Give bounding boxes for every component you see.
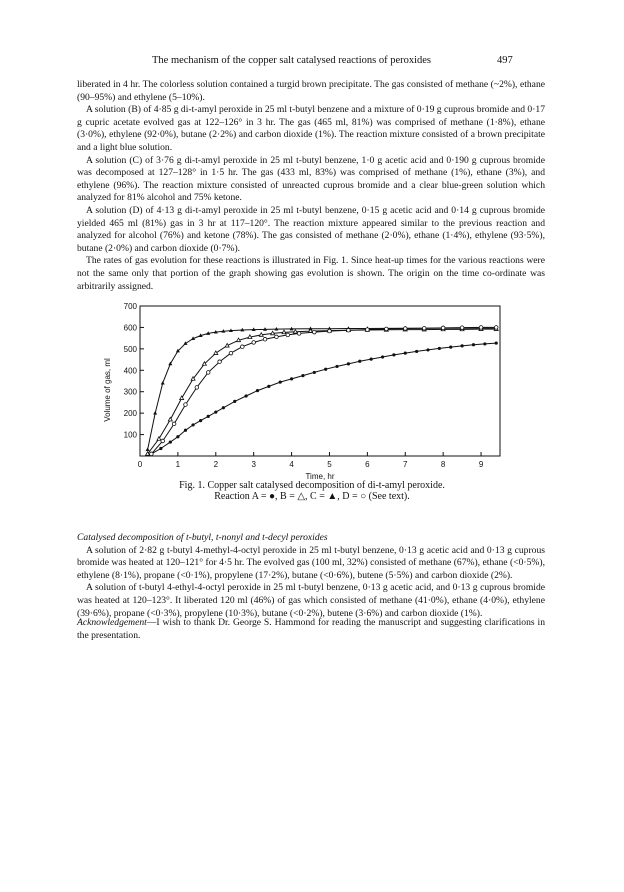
data-point-D bbox=[275, 335, 279, 339]
data-point-D bbox=[347, 328, 351, 332]
x-tick-label: 7 bbox=[403, 460, 408, 469]
data-point-A bbox=[358, 360, 361, 363]
data-point-D bbox=[297, 332, 301, 336]
data-point-A bbox=[472, 343, 475, 346]
data-point-A bbox=[461, 344, 464, 347]
data-point-A bbox=[290, 377, 293, 380]
data-point-D bbox=[460, 326, 464, 330]
data-point-A bbox=[222, 406, 225, 409]
data-point-A bbox=[207, 415, 210, 418]
x-tick-label: 5 bbox=[327, 460, 332, 469]
data-point-D bbox=[184, 403, 188, 407]
x-tick-label: 2 bbox=[213, 460, 219, 469]
data-point-A bbox=[426, 348, 429, 351]
y-tick-label: 400 bbox=[123, 366, 137, 376]
paragraph: A solution (D) of 4·13 g di-t-amyl peroxide in 25 ml t-butyl benzene, 0·15 g acetic acid and 0·14 g cuprous bromide yielded 465 ml (81%) gas in 3 hr at 117–120°. The reaction mixture appeared similar to the previous reaction and analyzed for alcohol (76%) and ketone (78%). The gas consisted of methane (2·0%), ethane (1·4%), ethylene (93·5%), butane (2·0%) and carbon dioxide (0·7%). bbox=[77, 204, 545, 254]
body-text-top bbox=[77, 79, 545, 293]
page-number: 497 bbox=[497, 55, 513, 66]
y-tick-label: 500 bbox=[123, 344, 137, 354]
data-point-C bbox=[146, 447, 150, 451]
x-tick-label: 1 bbox=[175, 460, 181, 469]
data-point-D bbox=[195, 386, 199, 390]
data-point-A bbox=[438, 347, 441, 350]
data-point-A bbox=[301, 374, 304, 377]
data-point-D bbox=[241, 345, 245, 349]
data-point-B bbox=[237, 338, 241, 342]
data-point-A bbox=[176, 435, 179, 438]
data-point-A bbox=[233, 400, 236, 403]
acknowledgement-text: —I wish to thank Dr. George S. Hammond for reading the manuscript and suggesting clarifications in the presentation. bbox=[77, 617, 545, 641]
data-point-D bbox=[385, 327, 389, 331]
x-tick-label: 8 bbox=[440, 460, 446, 469]
figure-1-chart bbox=[100, 300, 520, 480]
data-point-D bbox=[494, 326, 498, 330]
data-point-D bbox=[328, 329, 332, 333]
y-tick-label: 700 bbox=[123, 302, 137, 311]
acknowledgement bbox=[77, 617, 545, 642]
data-point-A bbox=[381, 355, 384, 358]
y-tick-label: 300 bbox=[123, 387, 137, 397]
paragraph: A solution (B) of 4·85 g di-t-amyl peroxide in 25 ml t-butyl benzene and a mixture of 0·19 g cuprous bromide and 0·17 g cupric acetate evolved gas at 122–126° in 3 hr. The gas (465 ml, 81%) was comprised of methane (1·8%), ethane (3·0%), ethylene (92·0%), butane (2·2%) and carbon dioxide (1%). The reaction mixture consisted of a brown precipitate and a light blue solution. bbox=[77, 104, 545, 153]
paragraph: A solution of t-butyl 4-ethyl-4-octyl peroxide in 25 ml t-butyl benzene, 0·13 g acetic acid, and 0·13 g cuprous bromide was heated at 120–123°. It liberated 120 ml (46%) of gas which consisted of methane (41·0%), ethane (4·0%), ethylene (39·6%), propane (<0·3%), propylene (10·3%), butane (<0·2%), butene (3·6%) and carbon dioxide (1%). bbox=[77, 582, 545, 619]
data-point-B bbox=[282, 330, 286, 334]
data-point-A bbox=[159, 447, 162, 450]
data-point-B bbox=[293, 330, 297, 334]
data-point-A bbox=[267, 385, 270, 388]
data-point-A bbox=[279, 380, 282, 383]
data-point-A bbox=[495, 341, 498, 344]
x-tick-label: 4 bbox=[289, 460, 294, 469]
data-point-D bbox=[150, 452, 154, 456]
data-point-D bbox=[479, 326, 483, 330]
data-point-D bbox=[403, 327, 407, 331]
paragraph: A solution (C) of 3·76 g di-t-amyl peroxide in 25 ml t-butyl benzene, 1·0 g acetic acid and 0·190 g cuprous bromide was decomposed at 127–128° in 1·5 hr. The gas (433 ml, 83%) was comprised of methane (1%), ethane (3%), and ethylene (96%). The reaction mixture consisted of unreacted cuprous bromide and a clear blue-green solution which analyzed for 81% alcohol and 75% ketone. bbox=[77, 154, 545, 204]
data-point-C bbox=[153, 411, 157, 415]
data-point-A bbox=[169, 440, 172, 443]
data-point-B bbox=[248, 335, 252, 339]
caption-line-2: Reaction A = ●, B = △, C = ▲, D = ○ (See text). bbox=[214, 491, 410, 502]
data-point-D bbox=[229, 351, 233, 355]
data-point-D bbox=[206, 371, 210, 375]
paragraph: liberated in 4 hr. The colorless solution contained a turgid brown precipitate. The gas consisted of methane (~2%), ethane (90–95%) and ethylene (5–10%). bbox=[77, 79, 545, 103]
acknowledgement-label: Acknowledgement bbox=[77, 617, 147, 628]
y-tick-label: 200 bbox=[123, 409, 137, 419]
caption-line-1: Fig. 1. Copper salt catalysed decomposition of di-t-amyl peroxide. bbox=[179, 480, 445, 491]
data-point-D bbox=[286, 333, 290, 337]
data-point-D bbox=[366, 328, 370, 332]
y-axis-label: Volume of gas, ml bbox=[103, 358, 112, 422]
figure-caption bbox=[0, 480, 624, 502]
data-point-B bbox=[214, 351, 218, 355]
data-point-A bbox=[313, 371, 316, 374]
data-point-C bbox=[161, 381, 165, 385]
data-point-A bbox=[191, 423, 194, 426]
data-point-D bbox=[313, 330, 317, 334]
data-point-A bbox=[370, 358, 373, 361]
data-point-D bbox=[172, 422, 176, 426]
data-point-D bbox=[161, 439, 165, 443]
data-point-A bbox=[199, 419, 202, 422]
data-point-A bbox=[324, 368, 327, 371]
data-point-A bbox=[404, 352, 407, 355]
data-point-D bbox=[218, 360, 222, 364]
data-point-D bbox=[252, 341, 256, 345]
y-tick-label: 600 bbox=[123, 323, 137, 333]
series-line-D bbox=[151, 327, 496, 454]
x-tick-label: 9 bbox=[478, 460, 484, 469]
data-point-A bbox=[335, 365, 338, 368]
data-point-A bbox=[184, 429, 187, 432]
x-tick-label: 3 bbox=[251, 460, 256, 469]
data-point-A bbox=[449, 346, 452, 349]
data-point-A bbox=[392, 353, 395, 356]
paragraph: The rates of gas evolution for these reactions is illustrated in Fig. 1. Since heat-up times for the various reactions were not the same only that portion of the graph showing gas evolution is shown. The origin on the time co-ordinate was arbitrarily assigned. bbox=[77, 255, 545, 292]
data-point-A bbox=[415, 350, 418, 353]
data-point-D bbox=[441, 326, 445, 330]
series-line-A bbox=[151, 343, 496, 454]
data-point-A bbox=[347, 362, 350, 365]
data-point-A bbox=[483, 342, 486, 345]
data-point-A bbox=[245, 394, 248, 397]
data-point-A bbox=[256, 389, 259, 392]
x-tick-label: 0 bbox=[137, 460, 143, 469]
paragraph: A solution of 2·82 g t-butyl 4-methyl-4-octyl peroxide in 25 ml t-butyl benzene, 0·13 g acetic acid and 0·13 g cuprous bromide was heated at 120–121° for 4·5 hr. The evolved gas (100 ml, 32%) consisted of methane (67%), ethane (<0·5%), ethylene (8·1%), propane (<0·1%), propylene (17·2%), butane (<0·6%), butene (5·5%) and carbon dioxide (2%). bbox=[77, 544, 545, 581]
x-axis-label: Time, hr bbox=[305, 472, 335, 480]
body-text-middle bbox=[77, 532, 545, 620]
data-point-A bbox=[214, 410, 217, 413]
series-line-C bbox=[148, 328, 497, 450]
y-tick-label: 100 bbox=[123, 430, 137, 440]
running-title: The mechanism of the copper salt catalysed reactions of peroxides bbox=[152, 55, 432, 66]
data-point-B bbox=[225, 343, 229, 347]
data-point-D bbox=[422, 326, 426, 330]
x-tick-label: 6 bbox=[365, 460, 370, 469]
data-point-D bbox=[263, 337, 267, 341]
data-point-B bbox=[259, 333, 263, 337]
section-title: Catalysed decomposition of t-butyl, t-nonyl and t-decyl peroxides bbox=[77, 532, 328, 543]
data-point-B bbox=[271, 331, 275, 335]
